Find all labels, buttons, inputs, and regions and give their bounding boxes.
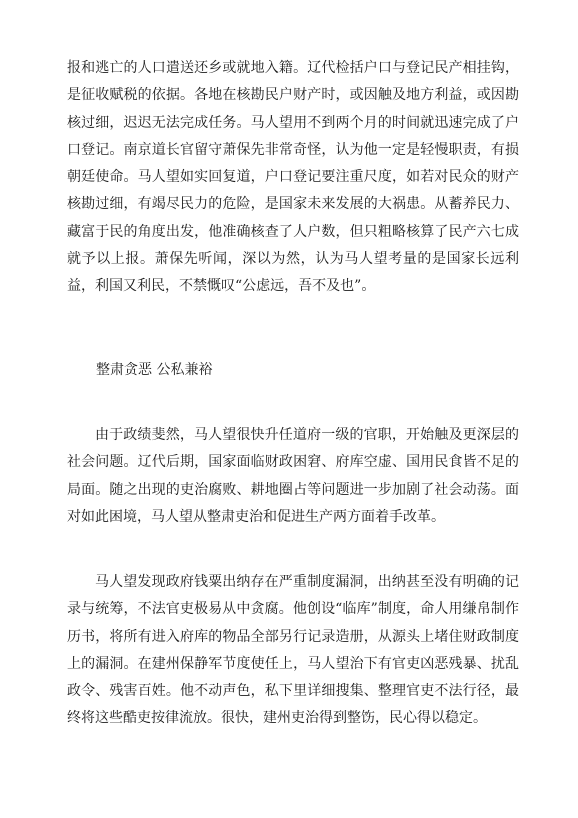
section-heading: 整肃贪恶 公私兼裕 [96,362,213,378]
paragraph-household-registration: 报和逃亡的人口遣送还乡或就地入籍。辽代检括户口与登记民产相挂钩，是征收赋税的依据。各地在核勘民户财产时，或因触及地方利益，或因勘核过细，迟迟无法完成任务。马人望用不到两个月的时间就迅速完成了户口登记。南京道长官留守萧保先非常奇怪，认为他一定是轻慢职责，有损朝廷使命。马人望如实回复道，户口登记要注重尺度，如若对民众的财产核勘过细，有竭尽民力的危险，是国家未来发展的大祸患。从蓄养民力、藏富于民的角度出发，他准确核查了人户数，但只粗略核算了民产六七成就予以上报。萧保先听闻，深以为然，认为马人望考量的是国家长远利益，利国又利民，不禁慨叹“公虑远，吾不及也”。 [67,60,519,295]
paragraph-promotion: 由于政绩斐然，马人望很快升任道府一级的官职，开始触及更深层的社会问题。辽代后期，国家面临财政困窘、府库空虚、国用民食皆不足的局面。随之出现的吏治腐败、耕地圈占等问题进一步加剧了社会动荡。面对如此困境，马人望从整肃吏治和促进生产两方面着手改革。 [67,427,519,525]
paragraph-treasury-reform: 马人望发现政府钱粟出纳存在严重制度漏洞，出纳甚至没有明确的记录与统筹，不法官吏极易从中贪腐。他创设“临库”制度，命人用缣帛制作历书，将所有进入府库的物品全部另行记录造册，从源头上堵住财政制度上的漏洞。在建州保静军节度使任上，马人望治下有官吏凶恶残暴、扰乱政令、残害百姓。他不动声色，私下里详细搜集、整理官吏不法行径，最终将这些酷吏按律流放。很快，建州吏治得到整饬，民心得以稳定。 [67,574,519,727]
